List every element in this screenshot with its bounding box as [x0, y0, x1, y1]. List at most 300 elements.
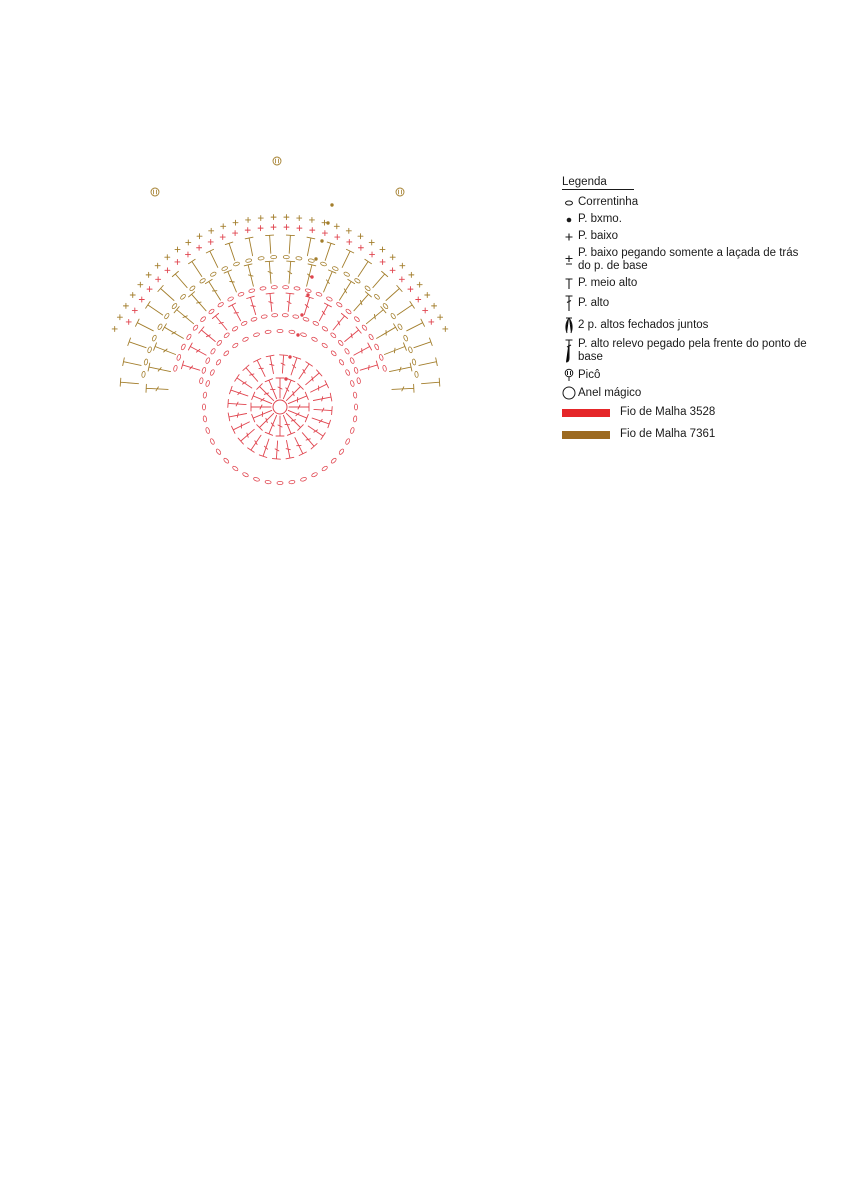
single-crochet-mark — [370, 252, 375, 257]
legend-item-yarn-7361 — [562, 428, 812, 441]
chain-mark — [312, 321, 319, 327]
chain-mark — [283, 285, 289, 289]
stitch-mark — [311, 381, 329, 393]
single-crochet-mark — [147, 287, 152, 292]
front-post-double-crochet-icon — [562, 338, 576, 364]
chain-mark — [227, 296, 234, 302]
stitch-mark — [308, 426, 325, 439]
legend-label: P. baixo pegando somente a laçada de trás do p. de base — [578, 247, 799, 272]
stitch-mark — [148, 363, 170, 372]
stitch-mark — [414, 338, 432, 348]
chain-mark — [181, 344, 187, 351]
chain-mark — [260, 286, 266, 290]
single-crochet-mark — [297, 216, 302, 221]
slip-stitch-mark — [300, 313, 303, 316]
chain-mark — [277, 329, 283, 332]
stitch-mark — [146, 302, 163, 316]
stitch-mark — [280, 355, 288, 373]
chain-mark — [321, 342, 328, 348]
chain-mark — [338, 340, 344, 347]
chain-mark — [282, 313, 288, 317]
chain-mark — [223, 332, 230, 338]
slip-stitch-mark — [326, 221, 329, 224]
slip-stitch-mark — [310, 275, 313, 278]
chain-mark — [203, 416, 207, 422]
stitch-mark — [244, 264, 253, 286]
chain-mark — [354, 367, 359, 374]
stitch-mark — [154, 343, 176, 355]
stitch-mark — [136, 319, 154, 331]
chain-mark — [303, 317, 310, 322]
stitch-mark — [265, 379, 276, 399]
single-crochet-mark — [416, 297, 421, 302]
single-crochet-mark — [233, 231, 238, 236]
chain-mark — [202, 404, 205, 410]
chain-mark — [343, 271, 350, 277]
chain-mark — [344, 348, 350, 355]
chain-mark — [208, 308, 215, 314]
chain-mark — [210, 271, 217, 277]
chain-mark — [233, 262, 240, 267]
chain-mark — [354, 278, 361, 284]
crochet-chart — [110, 145, 450, 495]
chain-mark — [242, 337, 249, 343]
legend-item-chain — [562, 196, 812, 209]
stitch-mark — [340, 279, 355, 300]
legend-item-half-double-crochet — [562, 277, 812, 290]
legend-label: P. meio alto — [578, 277, 638, 289]
stitch-mark — [360, 361, 378, 370]
picot-mark — [396, 188, 404, 196]
single-crochet-mark — [112, 326, 117, 331]
chain-mark — [144, 359, 149, 366]
chain-mark — [180, 294, 187, 300]
chain-mark — [283, 255, 289, 258]
stitch-mark — [128, 338, 146, 348]
chain-mark — [368, 334, 374, 341]
stitch-mark — [254, 359, 266, 377]
stitch-mark — [354, 343, 372, 355]
chain-mark — [217, 302, 224, 308]
stitch-mark — [252, 392, 272, 403]
legend-item-back-loop-single-crochet — [562, 247, 812, 273]
chain-mark — [253, 477, 260, 482]
single-crochet-mark — [417, 282, 422, 287]
single-crochet-mark — [429, 319, 434, 324]
chain-mark — [147, 346, 152, 353]
chain-mark — [189, 285, 196, 291]
legend-label: 2 p. altos fechados juntos — [578, 318, 709, 331]
chain-mark — [408, 346, 413, 353]
chain-mark — [293, 314, 300, 318]
chain-mark — [345, 438, 351, 445]
magic-ring-mark — [273, 400, 287, 414]
single-crochet-mark — [347, 239, 352, 244]
back-loop-single-crochet-icon — [562, 254, 576, 266]
stitch-mark — [247, 296, 256, 314]
stitch-mark — [283, 379, 294, 399]
single-crochet-mark — [408, 287, 413, 292]
chain-mark — [157, 323, 163, 330]
chain-mark — [223, 350, 230, 357]
legend-label: Fio de Malha 7361 — [620, 428, 716, 440]
chain-mark — [345, 308, 352, 314]
single-crochet-icon — [562, 232, 576, 242]
chain-mark — [210, 369, 216, 376]
chain-mark — [173, 365, 178, 372]
chain-mark — [330, 457, 337, 464]
single-crochet-mark — [197, 245, 202, 250]
chain-mark — [357, 377, 361, 383]
chain-mark — [152, 335, 157, 342]
picot-mark — [151, 188, 159, 196]
stitch-mark — [276, 416, 284, 436]
chain-mark — [251, 317, 258, 322]
single-crochet-mark — [369, 240, 374, 245]
chain-mark — [210, 438, 216, 445]
chain-mark — [322, 326, 329, 332]
chain-mark — [326, 296, 333, 302]
stitch-mark — [291, 357, 301, 375]
single-crochet-mark — [132, 308, 137, 313]
single-crochet-mark — [271, 215, 276, 220]
chain-mark — [221, 266, 228, 271]
legend-label: Fio de Malha 3528 — [620, 406, 716, 418]
stitch-mark — [289, 403, 309, 411]
picot-mark — [154, 190, 157, 194]
stitch-mark — [174, 307, 194, 324]
stitch-mark — [259, 439, 269, 457]
stitch-mark — [252, 410, 272, 421]
single-crochet-mark — [310, 228, 315, 233]
stitch-mark — [288, 392, 308, 403]
chain-mark — [215, 448, 221, 455]
stitch-mark — [228, 399, 246, 407]
single-crochet-mark — [197, 234, 202, 239]
stitch-mark — [386, 286, 402, 301]
stitch-mark — [245, 237, 253, 256]
chain-mark — [203, 392, 207, 398]
chain-mark — [321, 465, 328, 471]
single-crochet-mark — [208, 239, 213, 244]
single-crochet-mark — [117, 315, 122, 320]
chain-mark — [308, 258, 315, 262]
chain-mark — [171, 303, 177, 310]
chain-mark — [350, 380, 355, 387]
stitch-mark — [299, 362, 312, 379]
chain-mark — [253, 332, 260, 337]
stitch-mark — [188, 343, 206, 355]
single-crochet-mark — [165, 268, 170, 273]
legend-item-slip-stitch — [562, 213, 812, 226]
slip-stitch-mark — [306, 293, 309, 296]
chain-mark — [336, 302, 343, 308]
single-crochet-mark — [390, 268, 395, 273]
single-crochet-mark — [155, 263, 160, 268]
stitch-mark — [189, 259, 202, 276]
chain-mark — [316, 292, 323, 297]
chain-mark — [354, 404, 357, 410]
stitch-mark — [313, 393, 331, 401]
single-crochet-mark — [185, 252, 190, 257]
chain-mark — [311, 337, 318, 343]
single-crochet-mark — [380, 259, 385, 264]
legend-label: Anel mágico — [578, 386, 642, 399]
half-double-crochet-icon — [562, 277, 576, 290]
chain-mark — [164, 313, 170, 320]
single-crochet-mark — [258, 226, 263, 231]
single-crochet-mark — [284, 215, 289, 220]
stitch-mark — [238, 429, 254, 444]
dc2tog-icon — [562, 316, 576, 334]
legend — [562, 176, 812, 445]
single-crochet-mark — [139, 297, 144, 302]
stitch-mark — [422, 378, 440, 386]
chain-mark — [289, 480, 295, 484]
single-crochet-mark — [233, 220, 238, 225]
chain-mark — [382, 365, 387, 372]
stitch-mark — [358, 259, 371, 276]
single-crochet-mark — [322, 220, 327, 225]
stitch-mark — [123, 358, 141, 366]
chain-mark — [354, 316, 360, 323]
single-crochet-mark — [399, 277, 404, 282]
chain-mark — [258, 256, 264, 260]
chain-mark — [338, 359, 344, 366]
chain-mark — [232, 326, 239, 332]
legend-label: P. alto relevo pegado pela frente do ponto de base — [578, 338, 807, 363]
chain-mark — [186, 334, 192, 341]
stitch-mark — [120, 378, 138, 386]
legend-item-single-crochet — [562, 230, 812, 243]
single-crochet-mark — [400, 263, 405, 268]
picot-icon — [562, 368, 576, 382]
single-crochet-mark — [221, 224, 226, 229]
chain-mark — [205, 427, 210, 434]
legend-label: P. alto — [578, 296, 610, 309]
magic-ring-icon — [562, 386, 576, 400]
stitch-mark — [307, 264, 316, 286]
stitch-mark — [302, 433, 317, 449]
stitch-mark — [306, 370, 322, 385]
legend-item-front-post-double-crochet — [562, 338, 812, 364]
stitch-mark — [265, 415, 276, 435]
single-crochet-mark — [258, 216, 263, 221]
stitch-mark — [266, 293, 274, 311]
legend-title: Legenda — [562, 176, 634, 190]
stitch-mark — [373, 271, 388, 287]
chain-mark — [215, 359, 221, 366]
single-crochet-mark — [146, 272, 151, 277]
chain-mark — [353, 416, 357, 422]
chain-mark — [338, 448, 344, 455]
stitch-mark — [228, 413, 246, 421]
chain-mark — [353, 392, 357, 398]
chain-mark — [141, 371, 145, 377]
chain-mark — [345, 369, 351, 376]
stitch-mark — [407, 319, 425, 331]
chain-mark — [199, 377, 203, 383]
chain-mark — [242, 472, 249, 478]
stitch-mark — [288, 410, 308, 421]
chain-mark — [271, 285, 277, 289]
single-crochet-mark — [346, 228, 351, 233]
stitch-mark — [307, 237, 315, 256]
chain-mark — [374, 344, 380, 351]
chain-mark — [382, 303, 388, 310]
chain-mark — [374, 294, 381, 300]
stitch-mark — [224, 270, 236, 292]
stitch-mark — [366, 307, 386, 324]
stitch-mark — [266, 355, 274, 373]
stitch-mark — [189, 292, 207, 311]
chain-mark — [349, 357, 354, 364]
stitch-mark — [172, 271, 187, 287]
chain-mark — [412, 359, 417, 366]
chain-mark — [216, 340, 222, 347]
single-crochet-mark — [309, 217, 314, 222]
single-crochet-mark — [209, 228, 214, 233]
chain-mark — [300, 477, 307, 482]
slip-stitch-mark — [296, 333, 299, 336]
stitch-mark — [314, 407, 332, 415]
single-crochet-mark — [284, 225, 289, 230]
slip-stitch-mark — [330, 203, 333, 206]
single-crochet-mark — [245, 228, 250, 233]
chain-mark — [330, 332, 337, 338]
picot-mark — [273, 157, 281, 165]
chain-mark — [238, 292, 245, 297]
stitch-mark — [229, 303, 241, 321]
stitch-mark — [283, 415, 294, 435]
chain-mark — [330, 350, 337, 357]
single-crochet-mark — [130, 293, 135, 298]
legend-label: Picô — [578, 368, 601, 381]
chain-mark — [311, 472, 318, 478]
picot-mark — [399, 190, 402, 194]
picot-mark — [276, 159, 279, 163]
chain-mark — [332, 266, 339, 271]
legend-label: Correntinha — [578, 196, 639, 208]
slip-stitch-mark — [320, 239, 323, 242]
single-crochet-mark — [443, 326, 448, 331]
legend-label: P. bxmo. — [578, 213, 622, 225]
chain-mark — [390, 313, 396, 320]
stitch-mark — [146, 384, 168, 392]
single-crochet-mark — [335, 235, 340, 240]
stitch-mark — [158, 286, 174, 301]
chain-mark — [271, 255, 277, 258]
chain-mark — [296, 256, 302, 260]
stitch-mark — [384, 343, 406, 355]
yarn-swatch-red — [562, 409, 610, 417]
single-crochet-mark — [246, 217, 251, 222]
stitch-mark — [397, 302, 414, 316]
chain-mark — [261, 314, 268, 318]
stitch-mark — [304, 296, 313, 314]
stitch-mark — [232, 422, 250, 434]
stitch-mark — [225, 242, 235, 260]
chain-mark — [277, 481, 283, 484]
legend-item-picot — [562, 368, 812, 382]
single-crochet-mark — [271, 225, 276, 230]
stitch-mark — [345, 327, 362, 342]
slip-stitch-icon — [562, 216, 576, 224]
stitch-mark — [276, 378, 284, 398]
stitch-mark — [206, 249, 218, 267]
chain-mark — [205, 357, 210, 364]
chain-mark — [364, 285, 371, 291]
single-crochet-mark — [138, 282, 143, 287]
chain-mark — [397, 323, 403, 330]
stitch-mark — [162, 324, 183, 339]
single-crochet-mark — [432, 303, 437, 308]
single-crochet-mark — [156, 277, 161, 282]
slip-stitch-mark — [314, 257, 317, 260]
single-crochet-mark — [165, 255, 170, 260]
chain-mark — [350, 427, 355, 434]
stitch-mark — [235, 375, 252, 388]
stitch-mark — [390, 363, 412, 372]
chain-mark — [289, 330, 295, 334]
stitch-mark — [319, 303, 331, 321]
chain-mark — [232, 465, 239, 471]
single-crochet-mark — [126, 319, 131, 324]
stitch-mark — [181, 361, 199, 370]
legend-item-double-crochet — [562, 294, 812, 312]
single-crochet-mark — [220, 235, 225, 240]
stitch-mark — [251, 403, 271, 411]
stitch-mark — [333, 313, 348, 330]
chain-mark — [294, 286, 300, 290]
stitch-mark — [419, 358, 437, 366]
stitch-mark — [212, 313, 227, 330]
stitch-mark — [312, 418, 330, 428]
chain-mark — [232, 342, 239, 348]
chain-mark — [210, 348, 216, 355]
single-crochet-mark — [334, 224, 339, 229]
chain-mark — [361, 324, 367, 331]
chain-mark — [201, 367, 206, 374]
stitch-mark — [354, 292, 372, 311]
stitch-mark — [342, 249, 354, 267]
single-crochet-mark — [409, 272, 414, 277]
chain-mark — [248, 288, 255, 293]
chain-mark — [414, 371, 418, 377]
single-crochet-mark — [123, 303, 128, 308]
stitch-mark — [272, 441, 280, 459]
single-crochet-mark — [390, 255, 395, 260]
single-crochet-mark — [175, 247, 180, 252]
single-crochet-mark — [423, 308, 428, 313]
chain-mark — [223, 457, 230, 464]
legend-label: P. baixo — [578, 230, 619, 242]
chain-mark — [272, 313, 278, 317]
single-crochet-mark — [438, 315, 443, 320]
chain-mark — [176, 354, 181, 361]
single-crochet-mark — [358, 234, 363, 239]
stitch-mark — [230, 386, 248, 396]
stitch-mark — [205, 279, 220, 300]
chain-icon — [562, 200, 576, 206]
chain-mark — [199, 278, 206, 284]
chain-mark — [192, 324, 198, 331]
legend-item-yarn-3528 — [562, 406, 812, 419]
chain-mark — [320, 262, 327, 267]
single-crochet-mark — [425, 293, 430, 298]
chain-mark — [205, 380, 210, 387]
stitch-mark — [266, 235, 274, 253]
